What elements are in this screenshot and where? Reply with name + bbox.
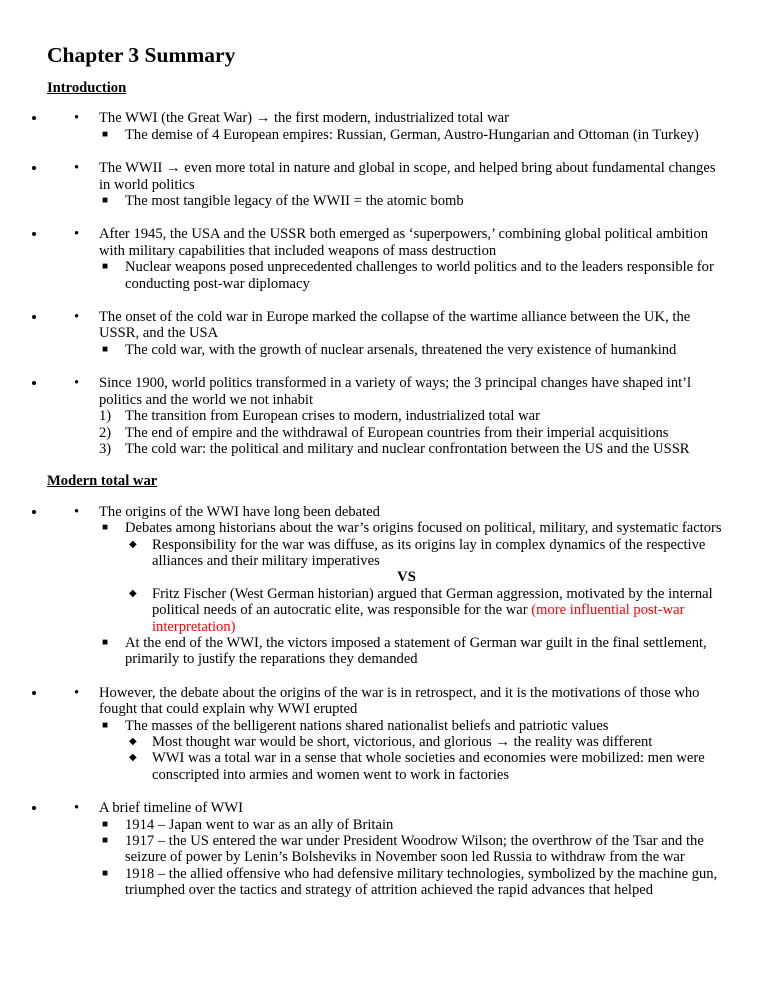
bullet-icon: • • bbox=[74, 309, 80, 326]
vs-separator: VS bbox=[397, 569, 416, 586]
square-bullet-icon: ■ bbox=[102, 636, 109, 648]
item-text: A brief timeline of WWI bbox=[99, 800, 243, 817]
sub-list bbox=[99, 817, 728, 899]
numbered-item bbox=[99, 441, 728, 457]
item-text: After 1945, the USA and the USSR both emerged as ‘superpowers,’ combining global political ambition with military capabilities that included weapons of mass destruction bbox=[99, 226, 709, 259]
square-bullet-icon: ■ bbox=[102, 719, 109, 731]
diamond-bullet-icon: ◆ bbox=[129, 752, 137, 764]
item-text: The origins of the WWI have long been debated bbox=[99, 503, 380, 520]
numbered-item bbox=[99, 408, 728, 424]
item-text: Since 1900, world politics transformed in a variety of ways; the 3 principal changes have shaped int’l politics and the world we not inhabit bbox=[99, 375, 692, 408]
list-item-level-2 bbox=[99, 127, 728, 143]
number-marker: 1) bbox=[99, 408, 112, 425]
item-text: The onset of the cold war in Europe marked the collapse of the wartime alliance between the UK, the USSR, and the USA bbox=[99, 309, 691, 342]
sub-list bbox=[99, 259, 728, 292]
item-text: Responsibility for the war was diffuse, as its origins lay in complex dynamics of the respective alliances and their military imperatives bbox=[152, 536, 706, 569]
list-item-level-2 bbox=[99, 817, 728, 833]
number-marker: 3) bbox=[99, 440, 112, 457]
list-item-level-1 bbox=[47, 685, 728, 783]
sub-list bbox=[99, 718, 728, 784]
square-bullet-icon: ■ bbox=[102, 261, 109, 273]
bullet-icon: • • bbox=[74, 375, 80, 392]
section-heading: Introduction bbox=[47, 80, 127, 96]
item-text: The demise of 4 European empires: Russian, German, Austro-Hungarian and Ottoman (in Turkey) bbox=[125, 126, 699, 143]
list-item-level-2 bbox=[99, 635, 728, 668]
list-item-level-3 bbox=[125, 586, 728, 635]
square-bullet-icon: ■ bbox=[102, 522, 109, 534]
bullet-icon: • • bbox=[74, 226, 80, 243]
numbered-list bbox=[99, 408, 728, 457]
sub-list bbox=[99, 193, 728, 209]
diamond-bullet-icon: ◆ bbox=[129, 538, 137, 550]
item-text: WWI was a total war in a sense that whole societies and economies were mobilized: men were conscripted into armies and women went to work in factories bbox=[152, 750, 705, 783]
item-text: The cold war: the political and military and nuclear confrontation between the US and the USSR bbox=[125, 440, 690, 457]
diamond-bullet-icon: ◆ bbox=[129, 587, 137, 599]
list-item-level-3 bbox=[125, 750, 728, 783]
square-bullet-icon: ■ bbox=[102, 835, 109, 847]
document-body bbox=[47, 80, 728, 899]
square-bullet-icon: ■ bbox=[102, 343, 109, 355]
item-text: 1914 – Japan went to war as an ally of Britain bbox=[125, 816, 394, 833]
list-item-level-3 bbox=[125, 537, 728, 570]
bullet-icon: • • bbox=[74, 160, 80, 177]
list-item-level-1 bbox=[47, 309, 728, 358]
sub-list bbox=[125, 734, 728, 783]
item-text: The end of empire and the withdrawal of European countries from their imperial acquisitions bbox=[125, 424, 669, 441]
item-text: The WWI (the Great War) → the first modern, industrialized total war bbox=[99, 110, 510, 127]
list-item-level-2 bbox=[99, 833, 728, 866]
item-text: However, the debate about the origins of the war is in retrospect, and it is the motivations of those who fought that could explain why WWI erupted bbox=[99, 684, 700, 718]
item-text: The transition from European crises to modern, industrialized total war bbox=[125, 408, 540, 425]
item-text: At the end of the WWI, the victors imposed a statement of German war guilt in the final settlement, primarily to justify the reparations they demanded bbox=[125, 634, 707, 668]
list-item-level-1 bbox=[47, 375, 728, 457]
bullet-icon: • • bbox=[74, 110, 80, 127]
item-text: The masses of the belligerent nations shared nationalist beliefs and patriotic values bbox=[125, 717, 609, 734]
list-item-level-1 bbox=[47, 110, 728, 143]
item-text: The WWII → even more total in nature and global in scope, and helped bring about fundamental changes in world politics bbox=[99, 160, 716, 193]
list-item-level-2 bbox=[99, 259, 728, 292]
list-item-level-2 bbox=[99, 342, 728, 358]
sub-list bbox=[99, 127, 728, 143]
bullet-icon: • • bbox=[74, 684, 80, 701]
square-bullet-icon: ■ bbox=[102, 195, 109, 207]
sub-list bbox=[125, 537, 728, 635]
square-bullet-icon: ■ bbox=[102, 867, 109, 879]
list-item-level-2 bbox=[99, 520, 728, 635]
list-item-level-1 bbox=[47, 226, 728, 292]
list-item-level-2 bbox=[99, 866, 728, 899]
list-item-level-2 bbox=[99, 718, 728, 784]
section-heading: Modern total war bbox=[47, 473, 158, 490]
highlighted-note: (more influential post-war interpretation) bbox=[152, 602, 685, 635]
sub-list bbox=[99, 520, 728, 668]
list-item-level-1 bbox=[47, 160, 728, 209]
list-item-level-3 bbox=[125, 734, 728, 750]
item-text: The cold war, with the growth of nuclear arsenals, threatened the very existence of humankind bbox=[125, 341, 677, 358]
number-marker: 2) bbox=[99, 424, 112, 441]
sub-list bbox=[99, 342, 728, 358]
bullet-icon: • • bbox=[74, 503, 80, 520]
list-item-level-2 bbox=[99, 193, 728, 209]
item-text: Most thought war would be short, victorious, and glorious → the reality was different bbox=[152, 734, 653, 750]
bullet-icon: • • bbox=[74, 800, 80, 817]
document-title: Chapter 3 Summary bbox=[47, 43, 236, 67]
item-text: Nuclear weapons posed unprecedented challenges to world politics and to the leaders responsible for conducting post-war diplomacy bbox=[125, 259, 714, 292]
item-text: 1918 – the allied offensive who had defensive military technologies, symbolized by the machine gun, triumphed over the tactics and strategy of attrition achieved the rapid advances that helped bbox=[125, 865, 718, 899]
list-item-level-1 bbox=[47, 504, 728, 668]
diamond-bullet-icon: ◆ bbox=[129, 736, 137, 747]
numbered-item bbox=[99, 425, 728, 441]
item-text: Debates among historians about the war’s origins focused on political, military, and systematic factors bbox=[125, 520, 722, 537]
list-item-level-1 bbox=[47, 800, 728, 898]
item-text: The most tangible legacy of the WWII = the atomic bomb bbox=[125, 193, 464, 210]
square-bullet-icon: ■ bbox=[102, 818, 109, 830]
square-bullet-icon: ■ bbox=[102, 128, 109, 140]
item-text: Fritz Fischer (West German historian) argued that German aggression, motivated by the internal political needs of an autocratic elite, was responsible for the war bbox=[152, 585, 713, 619]
item-text: 1917 – the US entered the war under President Woodrow Wilson; the overthrow of the Tsar and the seizure of power by Lenin’s Bolsheviks in November soon led Russia to withdraw from the war bbox=[125, 833, 704, 866]
